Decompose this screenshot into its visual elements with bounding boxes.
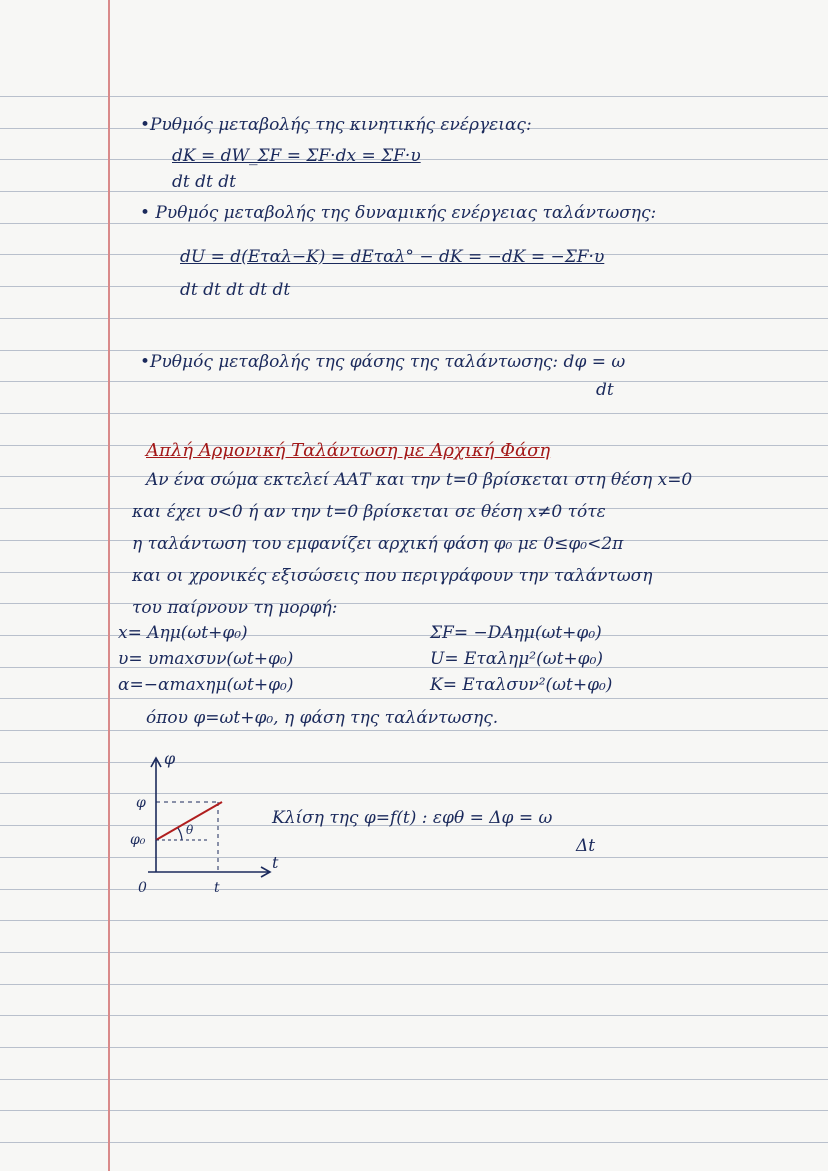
phase-rate-denominator: dt [596, 380, 614, 400]
paragraph-line-5: του παίρνουν τη μορφή: [132, 598, 338, 618]
phi-tick-label: φ [136, 795, 146, 811]
phase-definition: όπου φ=ωt+φ₀, η φάση της ταλάντωσης. [146, 708, 499, 728]
paragraph-line-3: η ταλάντωση του εμφανίζει αρχική φάση φ₀ με 0≤φ₀<2π [132, 534, 624, 554]
ruled-line [0, 96, 828, 97]
ruled-line [0, 413, 828, 414]
ruled-line [0, 1047, 828, 1048]
ruled-line [0, 952, 828, 953]
ruled-line [0, 1142, 828, 1143]
equation-du-dt-numerators: dU = d(Eταλ−K) = dEταλ° − dK = −dK = −ΣF·υ [180, 247, 605, 267]
ruled-line [0, 191, 828, 192]
slope-denominator: Δt [576, 836, 596, 856]
equation-dk-dt-numerators: dK = dW_ΣF = ΣF·dx = ΣF·υ [172, 146, 421, 166]
margin-line [108, 0, 110, 1171]
ruled-line [0, 286, 828, 287]
equation-du-dt-denominators: dt dt dt dt dt [180, 280, 291, 300]
ruled-line [0, 730, 828, 731]
section-heading: Απλή Αρμονική Ταλάντωση με Αρχική Φάση [146, 440, 551, 461]
paragraph-line-4: και οι χρονικές εξισώσεις που περιγράφουν την ταλάντωση [132, 566, 653, 586]
equation-kinetic-energy: K= Eταλσυν²(ωt+φ₀) [430, 675, 613, 695]
equation-x: x= Aημ(ωt+φ₀) [118, 623, 248, 643]
paragraph-line-1: Αν ένα σώμα εκτελεί ΑΑΤ και την t=0 βρίσκεται στη θέση x=0 [146, 470, 693, 490]
slope-statement: Κλίση της φ=f(t) : εφθ = Δφ = ω [272, 808, 553, 828]
theta-label: θ [186, 823, 194, 837]
phase-graph [120, 750, 290, 900]
phi0-tick-label: φ₀ [130, 832, 146, 848]
equation-v: υ= υmaxσυν(ωt+φ₀) [118, 649, 294, 669]
ruled-line [0, 698, 828, 699]
bullet-phase-rate: •Ρυθμός μεταβολής της φάσης της ταλάντωσης: dφ = ω [140, 352, 626, 372]
ruled-line [0, 350, 828, 351]
ruled-line [0, 1110, 828, 1111]
t-tick-label: t [214, 880, 220, 896]
ruled-line [0, 920, 828, 921]
bullet-kinetic-energy-rate: •Ρυθμός μεταβολής της κινητικής ενέργειας: [140, 115, 532, 135]
ruled-line [0, 1015, 828, 1016]
equation-potential-energy: U= Eταλημ²(ωt+φ₀) [430, 649, 604, 669]
bullet-potential-energy-rate: • Ρυθμός μεταβολής της δυναμικής ενέργειας ταλάντωσης: [140, 203, 657, 223]
equation-force: ΣF= −DAημ(ωt+φ₀) [430, 623, 602, 643]
ruled-line [0, 381, 828, 382]
ruled-line [0, 984, 828, 985]
ruled-line [0, 1079, 828, 1080]
paragraph-line-2: και έχει υ<0 ή αν την t=0 βρίσκεται σε θέση x≠0 τότε [132, 502, 606, 522]
phi-axis-label: φ [164, 750, 176, 768]
ruled-line [0, 603, 828, 604]
ruled-line [0, 318, 828, 319]
t-axis-label: t [272, 853, 279, 872]
equation-a: α=−αmaxημ(ωt+φ₀) [118, 675, 294, 695]
angle-arc [178, 828, 182, 840]
origin-label: 0 [138, 880, 147, 896]
equation-dk-dt-denominators: dt dt dt [172, 172, 236, 192]
ruled-line [0, 223, 828, 224]
